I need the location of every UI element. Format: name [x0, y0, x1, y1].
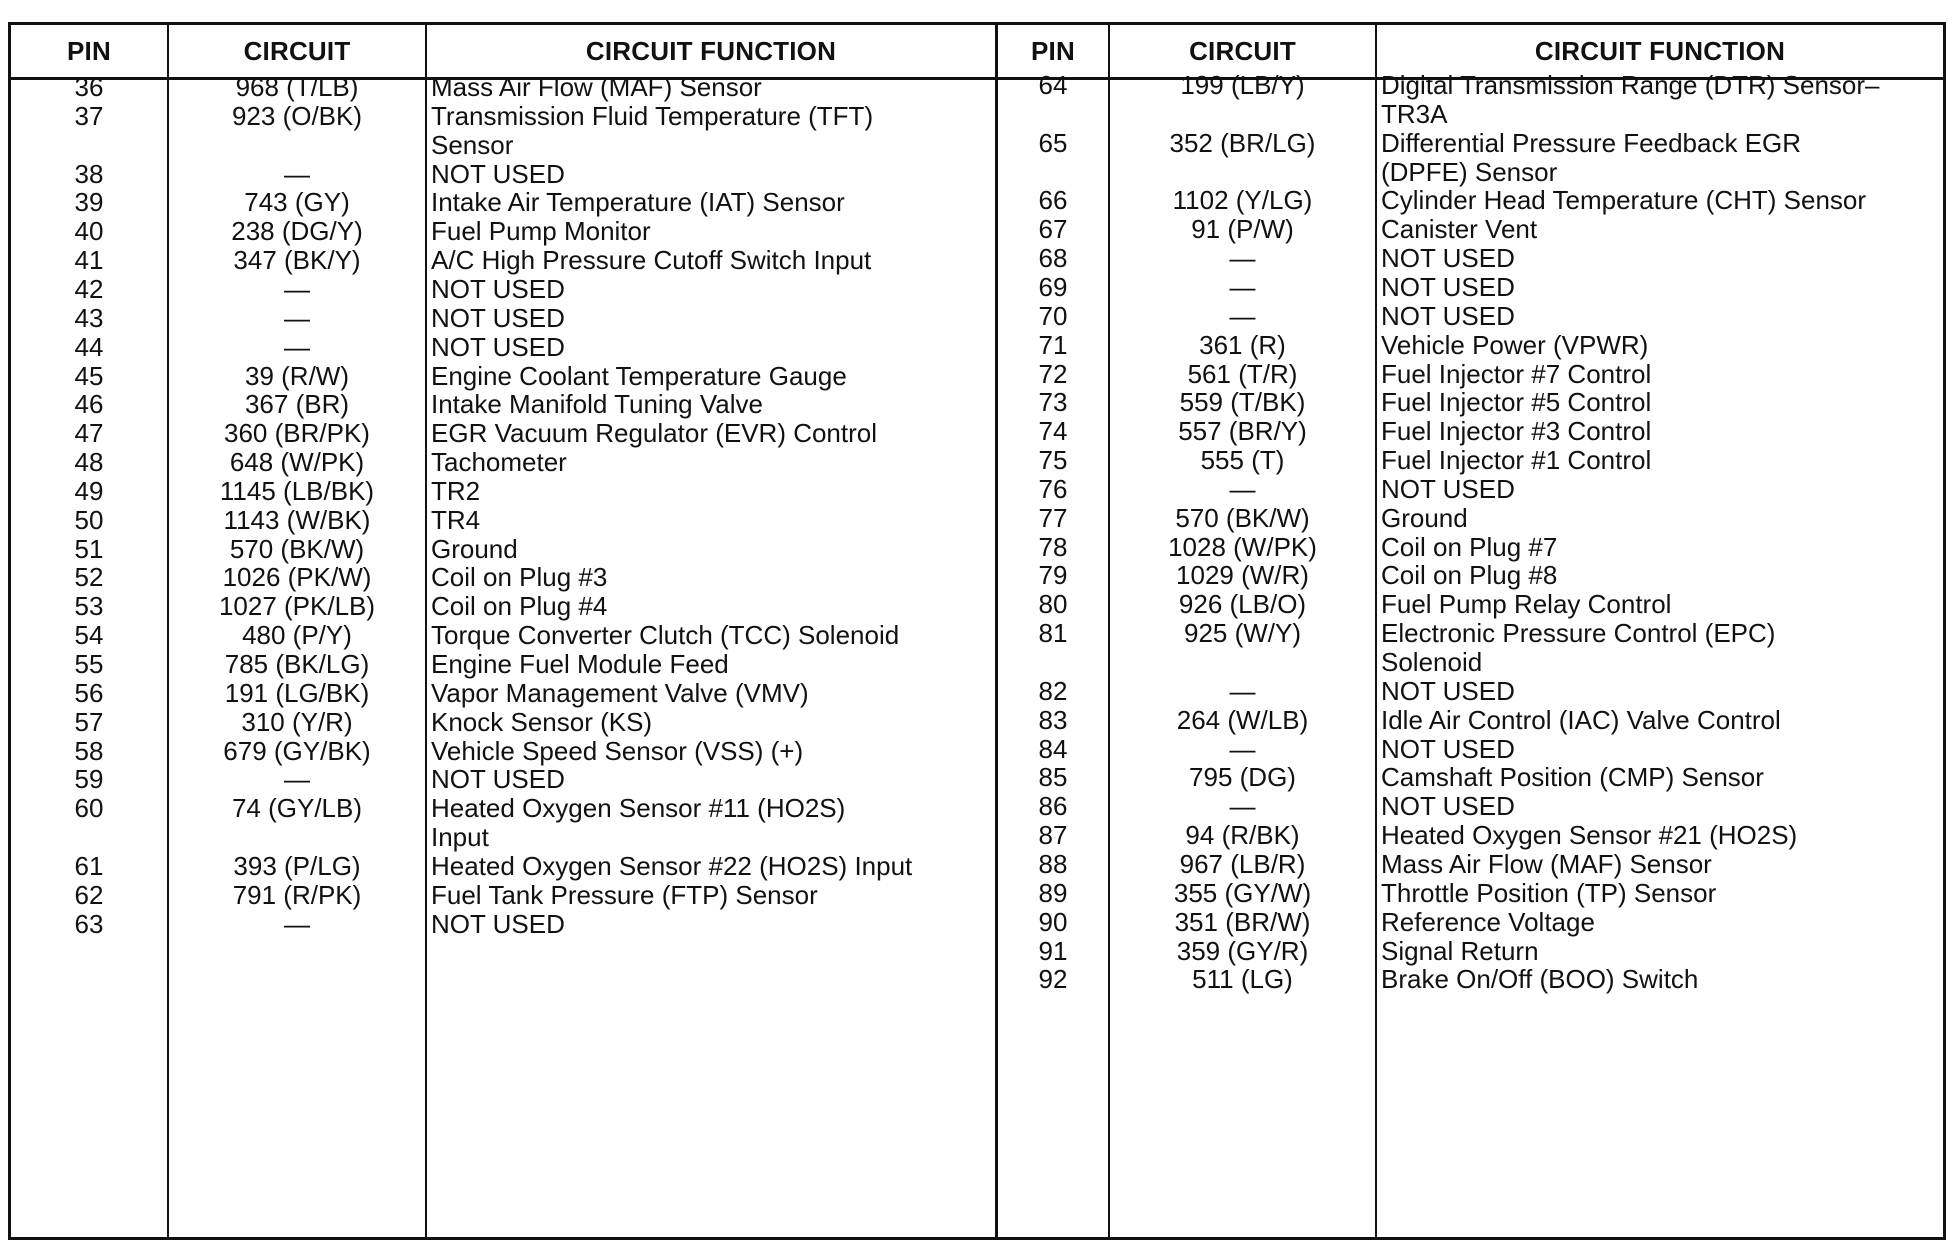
- pin-cell: 75: [1038, 445, 1068, 476]
- circuit-cell: 361 (R): [1199, 329, 1286, 360]
- function-cell: NOT USED: [1381, 733, 1515, 764]
- function-cell: Cylinder Head Temperature (CHT) Sensor: [1381, 185, 1867, 216]
- function-cell: NOT USED: [1381, 675, 1515, 706]
- circuit-cell: 511 (LG): [1192, 964, 1293, 995]
- pin-cell: 89: [1038, 877, 1068, 908]
- circuit-cell: 1145 (LB/BK): [219, 475, 375, 506]
- function-cell: NOT USED: [1381, 271, 1515, 302]
- function-cell: TR3A: [1381, 98, 1448, 129]
- function-cell: Engine Coolant Temperature Gauge: [431, 360, 847, 391]
- pin-cell: 61: [74, 850, 104, 881]
- pin-cell: 82: [1038, 675, 1068, 706]
- circuit-cell: 1027 (PK/LB): [218, 591, 376, 622]
- circuit-cell: 785 (BK/LG): [224, 649, 370, 679]
- pin-cell: 70: [1038, 300, 1068, 331]
- circuit-cell: 359 (GY/R): [1176, 935, 1309, 966]
- pin-cell: 43: [74, 302, 104, 333]
- function-cell: (DPFE) Sensor: [1381, 156, 1558, 187]
- pin-cell: 47: [74, 418, 104, 449]
- function-cell: NOT USED: [1381, 300, 1515, 331]
- function-cell: Fuel Pump Monitor: [431, 216, 651, 247]
- function-cell: Transmission Fluid Temperature (TFT): [431, 100, 874, 131]
- circuit-cell: 191 (LG/BK): [224, 677, 370, 708]
- pin-cell: 62: [74, 879, 104, 910]
- pin-table: [8, 22, 1946, 1240]
- header-pin-right: PIN: [1031, 35, 1075, 66]
- circuit-cell: —: [284, 764, 310, 795]
- pin-cell: 87: [1038, 820, 1068, 851]
- circuit-cell: —: [284, 908, 310, 939]
- header-function-left: CIRCUIT FUNCTION: [585, 35, 837, 66]
- circuit-cell: 352 (BR/LG): [1169, 127, 1316, 158]
- circuit-cell: 791 (R/PK): [232, 879, 362, 910]
- pin-cell: 91: [1038, 935, 1068, 966]
- function-cell: Engine Fuel Module Feed: [431, 649, 729, 679]
- pin-cell: 78: [1038, 531, 1068, 562]
- circuit-cell: 1026 (PK/W): [222, 562, 372, 593]
- circuit-cell: 570 (BK/W): [1175, 502, 1310, 533]
- pin-cell: 68: [1038, 243, 1068, 274]
- circuit-cell: 355 (GY/W): [1173, 877, 1312, 908]
- pin-cell: 44: [74, 331, 104, 362]
- circuit-cell: 199 (LB/Y): [1180, 70, 1305, 100]
- circuit-cell: 795 (DG): [1189, 762, 1296, 793]
- circuit-cell: 94 (R/BK): [1185, 820, 1300, 851]
- pin-cell: 48: [74, 447, 104, 478]
- function-cell: NOT USED: [1381, 473, 1515, 504]
- header-circuit-left: CIRCUIT: [243, 35, 351, 66]
- pin-cell: 59: [74, 764, 104, 795]
- circuit-cell: —: [284, 158, 310, 189]
- function-cell: Fuel Injector #7 Control: [1381, 358, 1652, 389]
- pin-cell: 56: [74, 677, 104, 708]
- circuit-cell: 1102 (Y/LG): [1172, 185, 1313, 216]
- function-cell: NOT USED: [431, 764, 565, 795]
- circuit-cell: 679 (GY/BK): [223, 735, 371, 766]
- pin-cell: 66: [1038, 185, 1068, 216]
- function-cell: NOT USED: [431, 331, 565, 362]
- function-cell: Solenoid: [1381, 647, 1483, 677]
- function-cell: NOT USED: [1381, 243, 1515, 274]
- pin-cell: 42: [74, 273, 104, 304]
- function-cell: Canister Vent: [1381, 214, 1538, 245]
- pin-cell: 52: [74, 562, 104, 593]
- function-cell: TR4: [431, 504, 481, 535]
- function-cell: NOT USED: [431, 302, 565, 333]
- function-cell: Fuel Injector #1 Control: [1381, 445, 1652, 476]
- pin-cell: 51: [74, 533, 104, 564]
- function-cell: Electronic Pressure Control (EPC): [1381, 618, 1776, 649]
- circuit-cell: 393 (P/LG): [233, 850, 361, 881]
- pin-cell: 71: [1038, 329, 1068, 360]
- circuit-cell: 555 (T): [1200, 445, 1285, 476]
- circuit-cell: 1028 (W/PK): [1168, 531, 1317, 562]
- pin-cell: 67: [1038, 214, 1068, 245]
- function-cell: Tachometer: [431, 447, 567, 478]
- header-circuit-right: CIRCUIT: [1189, 35, 1296, 66]
- function-cell: Heated Oxygen Sensor #21 (HO2S): [1381, 820, 1798, 851]
- function-cell: Fuel Tank Pressure (FTP) Sensor: [431, 879, 818, 910]
- pin-cell: 45: [74, 360, 104, 391]
- pin-cell: 92: [1038, 964, 1068, 995]
- circuit-cell: —: [284, 331, 310, 362]
- circuit-cell: 570 (BK/W): [229, 533, 365, 564]
- pin-cell: 38: [74, 158, 104, 189]
- circuit-cell: 347 (BK/Y): [233, 245, 361, 276]
- pin-cell: 39: [74, 187, 104, 218]
- header-pin-left: PIN: [67, 35, 111, 66]
- circuit-cell: 91 (P/W): [1191, 214, 1294, 245]
- function-cell: NOT USED: [1381, 791, 1515, 822]
- pin-cell: 49: [74, 475, 104, 506]
- function-cell: Vapor Management Valve (VMV): [431, 677, 809, 708]
- function-cell: Knock Sensor (KS): [431, 706, 653, 737]
- header-function-right: CIRCUIT FUNCTION: [1534, 35, 1786, 66]
- function-cell: Vehicle Power (VPWR): [1381, 329, 1649, 360]
- function-cell: Torque Converter Clutch (TCC) Solenoid: [431, 620, 900, 651]
- function-cell: Mass Air Flow (MAF) Sensor: [1381, 848, 1712, 879]
- circuit-cell: —: [1229, 791, 1256, 822]
- function-cell: Coil on Plug #3: [431, 562, 608, 593]
- function-cell: Heated Oxygen Sensor #22 (HO2S) Input: [431, 850, 913, 881]
- function-cell: Differential Pressure Feedback EGR: [1381, 127, 1802, 158]
- circuit-cell: 561 (T/R): [1187, 358, 1298, 389]
- pin-cell: 80: [1038, 589, 1068, 620]
- function-cell: Camshaft Position (CMP) Sensor: [1381, 762, 1764, 793]
- pin-cell: 79: [1038, 560, 1068, 591]
- circuit-cell: 351 (BR/W): [1174, 906, 1311, 937]
- pin-cell: 40: [74, 216, 104, 247]
- circuit-cell: —: [1229, 675, 1256, 706]
- function-cell: NOT USED: [431, 908, 565, 939]
- circuit-cell: —: [1229, 473, 1256, 504]
- function-cell: Coil on Plug #4: [431, 591, 608, 622]
- function-cell: Signal Return: [1381, 935, 1539, 966]
- function-cell: Ground: [431, 533, 518, 564]
- pin-cell: 81: [1038, 618, 1068, 649]
- circuit-cell: 968 (T/LB): [235, 72, 359, 102]
- function-cell: Digital Transmission Range (DTR) Sensor–: [1381, 70, 1880, 100]
- circuit-cell: 310 (Y/R): [241, 706, 353, 737]
- pin-cell: 86: [1038, 791, 1068, 822]
- function-cell: Reference Voltage: [1381, 906, 1595, 937]
- circuit-cell: —: [1229, 271, 1256, 302]
- function-cell: TR2: [431, 475, 481, 506]
- function-cell: Mass Air Flow (MAF) Sensor: [431, 72, 762, 102]
- function-cell: Throttle Position (TP) Sensor: [1381, 877, 1717, 908]
- circuit-cell: 360 (BR/PK): [224, 418, 370, 449]
- pin-cell: 65: [1038, 127, 1068, 158]
- pin-cell: 84: [1038, 733, 1068, 764]
- circuit-cell: —: [1229, 733, 1256, 764]
- function-cell: Idle Air Control (IAC) Valve Control: [1381, 704, 1781, 735]
- circuit-cell: 967 (LB/R): [1179, 848, 1306, 879]
- pin-cell: 85: [1038, 762, 1068, 793]
- function-cell: Intake Manifold Tuning Valve: [431, 389, 763, 420]
- pin-cell: 60: [74, 793, 104, 824]
- circuit-cell: 648 (W/PK): [229, 447, 365, 478]
- pin-cell: 46: [74, 389, 104, 420]
- circuit-cell: 74 (GY/LB): [231, 793, 363, 824]
- circuit-cell: 367 (BR): [244, 389, 350, 420]
- circuit-cell: 926 (LB/O): [1178, 589, 1307, 620]
- pin-cell: 54: [74, 620, 104, 651]
- pin-cell: 72: [1038, 358, 1068, 389]
- pin-cell: 55: [74, 649, 104, 679]
- circuit-cell: 1029 (W/R): [1176, 560, 1309, 591]
- pin-cell: 57: [74, 706, 104, 737]
- function-cell: EGR Vacuum Regulator (EVR) Control: [431, 418, 878, 449]
- pin-cell: 64: [1038, 70, 1068, 100]
- pin-cell: 88: [1038, 848, 1068, 879]
- column-divider: [425, 25, 427, 1237]
- function-cell: Fuel Injector #5 Control: [1381, 387, 1652, 418]
- circuit-cell: 264 (W/LB): [1176, 704, 1309, 735]
- circuit-cell: 923 (O/BK): [231, 100, 363, 131]
- pin-cell: 41: [74, 245, 104, 276]
- pin-cell: 83: [1038, 704, 1068, 735]
- function-cell: Intake Air Temperature (IAT) Sensor: [431, 187, 845, 218]
- pin-cell: 53: [74, 591, 104, 622]
- function-cell: NOT USED: [431, 158, 565, 189]
- function-cell: Brake On/Off (BOO) Switch: [1381, 964, 1699, 995]
- function-cell: Ground: [1381, 502, 1468, 533]
- circuit-cell: 743 (GY): [244, 187, 350, 218]
- circuit-cell: —: [1229, 243, 1256, 274]
- circuit-cell: —: [284, 273, 310, 304]
- function-cell: Heated Oxygen Sensor #11 (HO2S): [431, 793, 846, 824]
- function-cell: A/C High Pressure Cutoff Switch Input: [431, 245, 872, 276]
- function-cell: Fuel Pump Relay Control: [1381, 589, 1672, 620]
- function-cell: Vehicle Speed Sensor (VSS) (+): [431, 735, 804, 766]
- pin-cell: 77: [1038, 502, 1068, 533]
- pin-cell: 76: [1038, 473, 1068, 504]
- circuit-cell: 238 (DG/Y): [231, 216, 363, 247]
- circuit-cell: 557 (BR/Y): [1178, 416, 1307, 447]
- function-cell: NOT USED: [431, 273, 565, 304]
- pin-cell: 73: [1038, 387, 1068, 418]
- circuit-cell: —: [1229, 300, 1256, 331]
- circuit-cell: 480 (P/Y): [242, 620, 352, 651]
- function-cell: Coil on Plug #8: [1381, 560, 1558, 591]
- pin-cell: 90: [1038, 906, 1068, 937]
- function-cell: Fuel Injector #3 Control: [1381, 416, 1652, 447]
- pin-cell: 36: [74, 72, 104, 102]
- circuit-cell: —: [284, 302, 310, 333]
- circuit-cell: 39 (R/W): [245, 360, 349, 391]
- pin-cell: 37: [74, 100, 104, 131]
- function-cell: Sensor: [431, 129, 514, 160]
- circuit-cell: 1143 (W/BK): [223, 504, 371, 535]
- column-divider: [1375, 25, 1377, 1237]
- pin-cell: 50: [74, 504, 104, 535]
- circuit-cell: 559 (T/BK): [1179, 387, 1306, 418]
- pin-cell: 74: [1038, 416, 1068, 447]
- pin-cell: 63: [74, 908, 104, 939]
- circuit-cell: 925 (W/Y): [1183, 618, 1302, 649]
- pin-cell: 58: [74, 735, 104, 766]
- pin-cell: 69: [1038, 271, 1068, 302]
- function-cell: Coil on Plug #7: [1381, 531, 1558, 562]
- function-cell: Input: [431, 822, 489, 853]
